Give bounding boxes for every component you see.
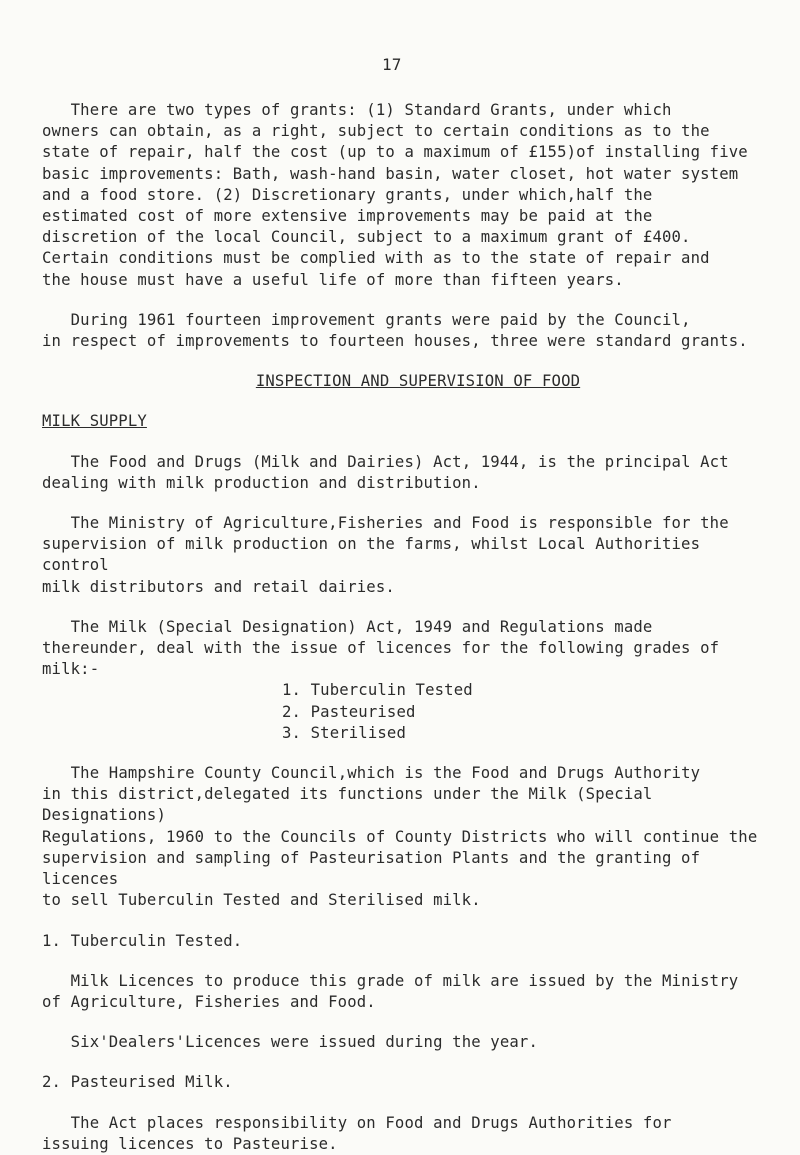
- list-item-grade: 1. Tuberculin Tested: [282, 681, 473, 700]
- heading-inspection-supervision-food: INSPECTION AND SUPERVISION OF FOOD: [255, 372, 581, 391]
- paragraph-dealers-licences: Six'Dealers'Licences were issued during the year.: [42, 1033, 538, 1052]
- paragraph-ministry: The Ministry of Agriculture,Fisheries and Food is responsible for the supervision of milk production on the farms, whilst Local Authorities control milk distributors and retail dairies.: [42, 514, 729, 596]
- list-item-grade: 2. Pasteurised: [282, 702, 416, 721]
- paragraph-special-designation: The Milk (Special Designation) Act, 1949 and Regulations made thereunder, deal with the issue of licences for the following grades of milk:-: [42, 617, 720, 679]
- list-item-grade: 3. Sterilised: [282, 723, 406, 742]
- document-body: [42, 100, 772, 1155]
- milk-grades-list: [42, 680, 772, 744]
- heading-pasteurised-milk: 2. Pasteurised Milk.: [42, 1073, 233, 1092]
- heading-milk-supply: MILK SUPPLY: [42, 412, 147, 431]
- page-number: 17: [382, 55, 402, 74]
- paragraph-pasteurise-licences: The Act places responsibility on Food and Drugs Authorities for issuing licences to Pasteurise.: [42, 1113, 672, 1153]
- paragraph-tt-licences: Milk Licences to produce this grade of milk are issued by the Ministry of Agriculture, Fisheries and Food.: [42, 971, 739, 1011]
- paragraph-grant-types: There are two types of grants: (1) Standard Grants, under which owners can obtain, as a right, subject to certain conditions as to the state of repair, half the cost (up to a maximum of £155)of installing five basic improvements: Bath, wash-hand basin, water closet, hot water system and a food store. (2) Discretionary grants, under which,half the estimated cost of more extensive improvements may be paid at the discretion of the local Council, subject to a maximum grant of £400. Certain conditions must be complied with as to the state of repair and the house must have a useful life of more than fifteen years.: [42, 101, 748, 289]
- paragraph-hampshire-county-council: The Hampshire County Council,which is the Food and Drugs Authority in this district,delegated its functions under the Milk (Special Designations) Regulations, 1960 to the Councils of County Districts who will continue the supervision and sampling of Pasteurisation Plants and the granting of licences to sell Tuberculin Tested and Sterilised milk.: [42, 764, 758, 910]
- heading-tuberculin-tested: 1. Tuberculin Tested.: [42, 931, 243, 950]
- paragraph-grants-1961: During 1961 fourteen improvement grants were paid by the Council, in respect of improvements to fourteen houses, three were standard grants.: [42, 310, 748, 351]
- paragraph-food-drugs-act: The Food and Drugs (Milk and Dairies) Act, 1944, is the principal Act dealing with milk production and distribution.: [42, 452, 729, 492]
